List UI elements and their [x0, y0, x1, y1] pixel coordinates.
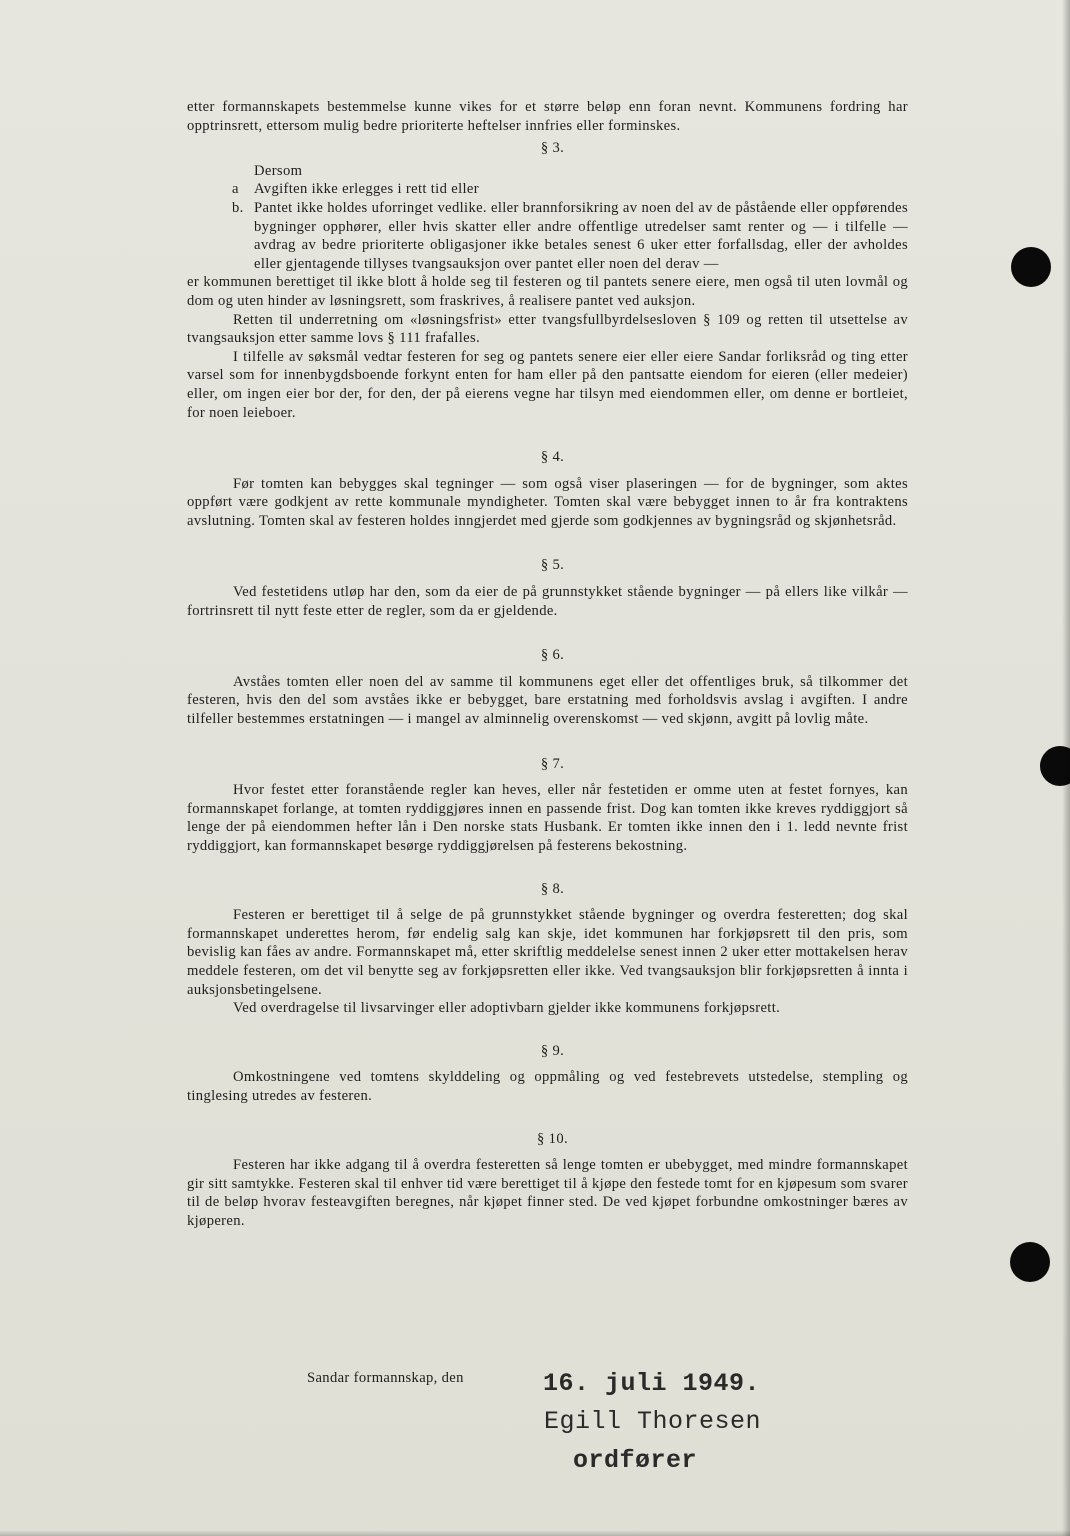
section-7-paragraph: Hvor festet etter foranstående regler kan heves, eller når festetiden er omme uten at festet fornyes, kan formannskapet forlange, at tomten ryddiggjøres innen en passende frist. Dog kan tomten ikke kreves ryddiggjort så lenge der på eiendommen hefter lån i Den norske stats Husbank. Er tomten ikke innen den i 1. ledd nevnte frist ryddiggjort, kan formannskapet besørge ryddiggjørelsen på festerens bekostning.	[187, 782, 908, 854]
section-6-heading: § 6.	[540, 647, 565, 664]
section-9-heading: § 9.	[540, 1042, 565, 1059]
section-8-heading: § 8.	[540, 880, 565, 897]
condition-a-text: Avgiften ikke erlegges i rett tid eller	[254, 181, 479, 198]
condition-b	[234, 199, 908, 273]
page-edge-shadow-right	[1062, 0, 1070, 1536]
condition-b-text: Pantet ikke holdes uforringet vedlike. eller brannforsikring av noen del av de påstående eller oppførendes bygninger opphører, eller hvis skatter eller andre offentlige utredelser samt renter og — i tilfelle — avdrag av bedre prioriterte obligasjoner ikke betales senest 6 uker etter forfallsdag, eller der avholdes eller gjentagende tillyses tvangsauksjon over pantet eller noen del derav —	[254, 199, 908, 272]
section-4-heading: § 4.	[540, 449, 565, 466]
section-10-paragraph: Festeren har ikke adgang til å overdra festeretten så lenge tomten er ubebygget, med mindre formannskapet gir sitt samtykke. Festeren skal til enhver tid være berettiget til å kjøpe den festede tomt for en kjøpesum som svarer til de beløp hvorav festeavgiften beregnes, når kjøpet finner sted. De ved kjøpet forbundne omkostninger bæres av kjøperen.	[187, 1157, 908, 1229]
punch-hole-bottom	[1010, 1242, 1050, 1282]
page-edge-shadow-bottom	[0, 1530, 1070, 1536]
signature-place-line: Sandar formannskap, den	[307, 1370, 464, 1386]
section-3-paragraph-3: I tilfelle av søksmål vedtar festeren for seg og pantets senere eier eller eiere Sandar forliksråd og ting etter varsel som for innenbygdsboende forkynt enten for ham eller på den pantsatte eiendom for eieren (eller medeier) eller, om ingen eier bor der, for den, der på eierens vegne har tilsyn med eiendommen eller, om denne er bortleiet, for noen leieboer.	[187, 348, 908, 421]
section-6-paragraph: Avståes tomten eller noen del av samme til kommunens eget eller det offentliges bruk, så tilkommer det festeren, hvis den del som avståes ikke er bebygget, bare erstatning med forholdsvis avslag i avgiften. I andre tilfeller bestemmes erstatningen — i mangel av alminnelig overenskomst — ved skjønn, avgitt på lovlig måte.	[187, 673, 908, 728]
section-5-paragraph: Ved festetidens utløp har den, som da eier de på grunnstykket stående bygninger — på ellers like vilkår — fortrinsrett til nytt feste etter de regler, som da er gjeldende.	[187, 584, 908, 619]
document-body	[187, 98, 908, 1231]
section-10-heading: § 10.	[537, 1130, 568, 1147]
intro-paragraph: etter formannskapets bestemmelse kunne vikes for et større beløp enn foran nevnt. Kommunens fordring har opptrinsrett, ettersom mulig bedre prioriterte heftelser innfries eller forminskes.	[187, 99, 908, 134]
condition-a-mark: a	[232, 181, 239, 198]
name-stamp: Egill Thoresen	[544, 1407, 762, 1436]
section-3-heading: § 3.	[540, 140, 565, 157]
condition-a	[234, 180, 908, 199]
section-4-paragraph: Før tomten kan bebygges skal tegninger — som også viser plaseringen — for de bygninger, som aktes oppført være godkjent av rette kommunale myndigheter. Tomten skal være bebygget innen to år fra kontraktens avslutning. Tomten skal av festeren holdes inngjerdet med gjerde som godkjennes av bygningsråd og skjønhetsråd.	[187, 475, 908, 529]
title-stamp: ordfører	[573, 1446, 698, 1475]
section-3-lead: Dersom	[254, 162, 303, 179]
section-3-paragraph-2: Retten til underretning om «løsningsfrist» etter tvangsfullbyrdelsesloven § 109 og retten til utsettelse av tvangsauksjon etter samme lovs § 111 frafalles.	[187, 311, 908, 347]
section-9-paragraph: Omkostningene ved tomtens skylddeling og oppmåling og ved festebrevets utstedelse, stempling og tinglesing utredes av festeren.	[187, 1069, 908, 1104]
section-8-paragraph-2: Ved overdragelse til livsarvinger eller adoptivbarn gjelder ikke kommunens forkjøpsrett.	[233, 1000, 781, 1017]
section-8-paragraph-1: Festeren er berettiget til å selge de på grunnstykket stående bygninger og overdra festeretten; dog skal formannskapet underettes herom, før endelig salg kan skje, idet kommunen har forkjøpsrett til den pris, som bevislig kan fåes av andre. Formannskapet må, etter skriftlig meddelelse senest innen 2 uker etter mottakelsen herav meddele festeren, om det vil benytte seg av forkjøpsretten eller ikke. Ved tvangsauksjon blir forkjøpsretten å innta i auksjonsbetingelsene.	[187, 907, 908, 998]
condition-b-mark: b.	[232, 199, 244, 216]
section-3-paragraph-1: er kommunen berettiget til ikke blott å holde seg til festeren og til pantets senere eiere, men også til uten lovmål og dom og uten hinder av løsningsrett, som fraskrives, å realisere pantet ved auksjon.	[187, 274, 908, 309]
punch-hole-top	[1011, 247, 1051, 287]
section-3-conditions	[187, 180, 908, 273]
date-stamp: 16. juli 1949.	[543, 1369, 761, 1398]
section-5-heading: § 5.	[540, 557, 565, 574]
section-7-heading: § 7.	[540, 755, 565, 772]
